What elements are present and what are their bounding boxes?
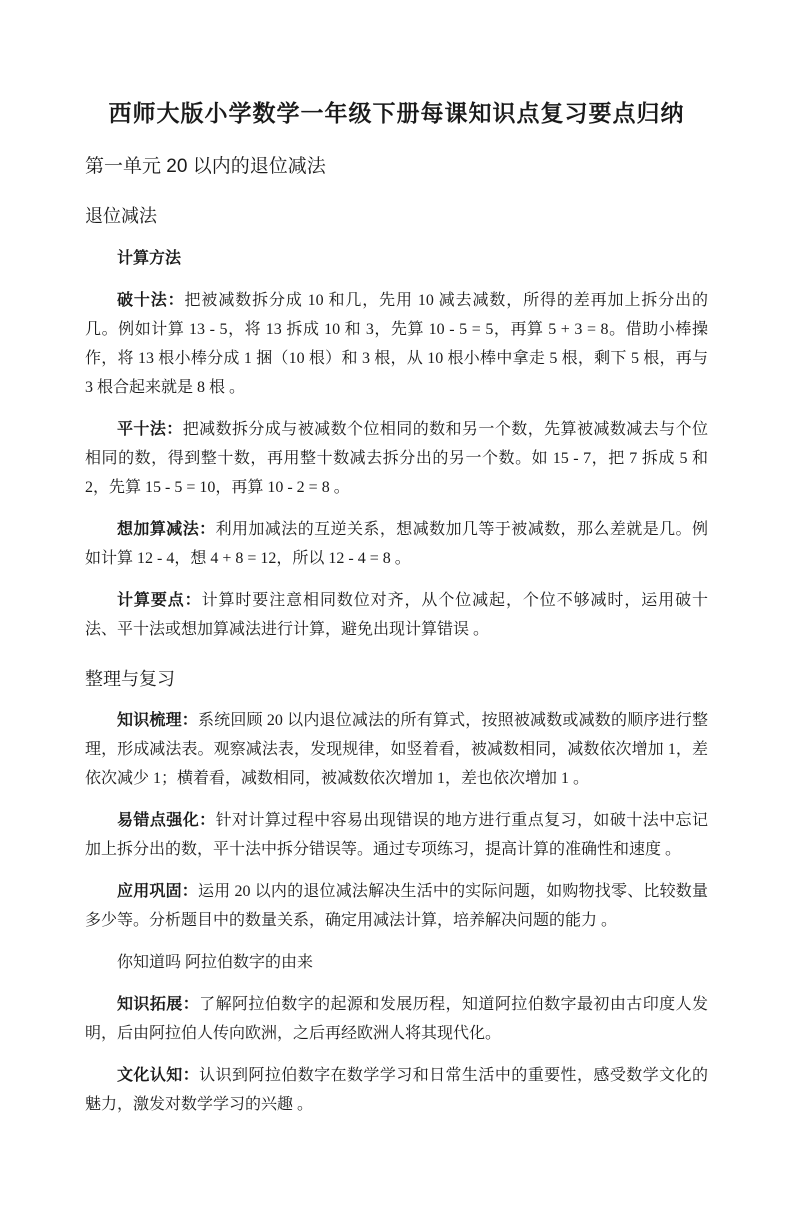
para-ying-yong-gong-gu-lead: 应用巩固：: [117, 883, 198, 900]
para-zhi-shi-tuo-zhan-lead: 知识拓展：: [117, 996, 200, 1013]
para-zhi-shi-tuo-zhan: [85, 990, 708, 1048]
para-ji-suan-yao-dian: [85, 586, 708, 644]
method-label: 计算方法: [117, 250, 182, 267]
para-wen-hua-ren-zhi: [85, 1061, 708, 1119]
para-xiang-jia-suan-jian: [85, 515, 708, 573]
did-you-know-line: 你知道吗 阿拉伯数字的由来: [117, 954, 314, 971]
para-ping-shi-fa-body: 把减数拆分成与被减数个位相同的数和另一个数，先算被减数减去与个位相同的数，得到整十数，再用整十数减去拆分出的另一个数。如 15 - 7，把 7 拆成 5 和 2，先算 15 - 5 = 10，再算 10 - 2 = 8 。: [85, 421, 708, 496]
document-page: [85, 97, 708, 1119]
para-zhi-shi-shu-li-body: 系统回顾 20 以内退位减法的所有算式，按照被减数或减数的顺序进行整理，形成减法表。观察减法表，发现规律，如竖着看，被减数相同，减数依次增加 1，差依次减少 1；横着看，减数相同，被减数依次增加 1，差也依次增加 1 。: [85, 712, 708, 787]
section-review: [85, 666, 708, 1119]
para-zhi-shi-shu-li: [85, 706, 708, 793]
para-ying-yong-gong-gu-body: 运用 20 以内的退位减法解决生活中的实际问题，如购物找零、比较数量多少等。分析题目中的数量关系，确定用减法计算，培养解决问题的能力 。: [85, 883, 708, 929]
lesson-heading-review: 整理与复习: [85, 669, 175, 689]
para-xiang-jia-suan-jian-lead: 想加算减法：: [117, 521, 216, 538]
section-borrow-subtraction: [85, 203, 708, 644]
para-po-shi-fa: [85, 286, 708, 402]
para-ji-suan-yao-dian-body: 计算时要注意相同数位对齐，从个位减起，个位不够减时，运用破十法、平十法或想加算减法进行计算，避免出现计算错误 。: [85, 592, 708, 638]
para-yi-cuo-dian-body: 针对计算过程中容易出现错误的地方进行重点复习，如破十法中忘记加上拆分出的数，平十法中拆分错误等。通过专项练习，提高计算的准确性和速度 。: [85, 812, 708, 858]
para-xiang-jia-suan-jian-body: 利用加减法的互逆关系，想减数加几等于被减数，那么差就是几。例如计算 12 - 4，想 4 + 8 = 12，所以 12 - 4 = 8 。: [85, 521, 708, 567]
para-wen-hua-ren-zhi-lead: 文化认知：: [117, 1067, 200, 1084]
para-yi-cuo-dian-lead: 易错点强化：: [117, 812, 216, 829]
para-zhi-shi-shu-li-lead: 知识梳理：: [117, 712, 198, 729]
para-ping-shi-fa-lead: 平十法：: [117, 421, 183, 438]
unit-heading: 第一单元 20 以内的退位减法: [85, 156, 326, 177]
para-po-shi-fa-body: 把被减数拆分成 10 和几，先用 10 减去减数，所得的差再加上拆分出的几。例如计算 13 - 5，将 13 拆成 10 和 3，先算 10 - 5 = 5，再算 5 + 3 = 8。借助小棒操作，将 13 根小棒分成 1 捆（10 根）和 3 根，从 10 根小棒中拿走 5 根，剩下 5 根，再与 3 根合起来就是 8 根 。: [85, 292, 708, 396]
para-zhi-shi-tuo-zhan-body: 了解阿拉伯数字的起源和发展历程，知道阿拉伯数字最初由古印度人发明，后由阿拉伯人传向欧洲，之后再经欧洲人将其现代化。: [85, 996, 708, 1042]
document-title: 西师大版小学数学一年级下册每课知识点复习要点归纳: [108, 100, 685, 126]
para-ping-shi-fa: [85, 415, 708, 502]
para-wen-hua-ren-zhi-body: 认识到阿拉伯数字在数学学习和日常生活中的重要性，感受数学文化的魅力，激发对数学学习的兴趣 。: [85, 1067, 708, 1113]
para-yi-cuo-dian: [85, 806, 708, 864]
para-ying-yong-gong-gu: [85, 877, 708, 935]
para-po-shi-fa-lead: 破十法：: [117, 292, 185, 309]
para-ji-suan-yao-dian-lead: 计算要点：: [117, 592, 202, 609]
lesson-heading-borrow-subtraction: 退位减法: [85, 206, 157, 226]
